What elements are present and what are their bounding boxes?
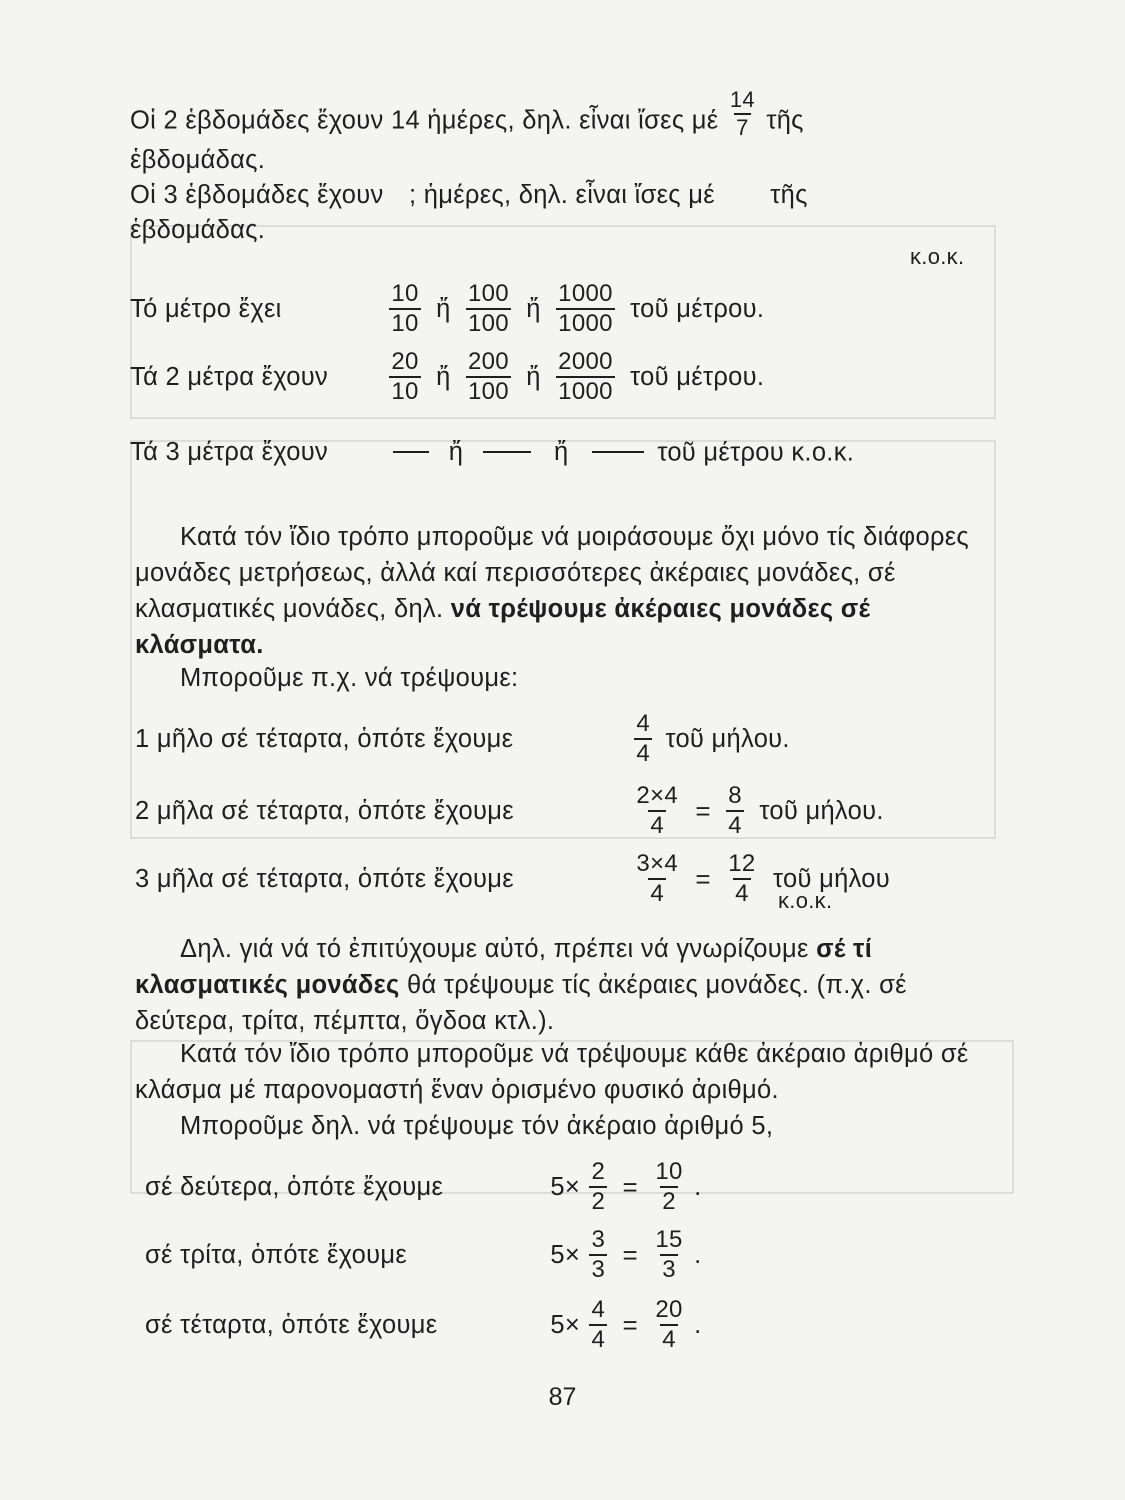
apples-row-3-end: τοῦ μήλου xyxy=(772,865,890,893)
equals-sign: = xyxy=(695,796,711,826)
meters-row-1-label: Τό μέτρο ἔχει xyxy=(130,295,282,323)
fraction-numerator: 14 xyxy=(729,87,755,112)
fraction xyxy=(653,1298,684,1352)
fraction-denominator: 2 xyxy=(662,1188,676,1215)
weeks2-line2: ἑβδομάδας. xyxy=(130,146,266,174)
or-word: ἤ xyxy=(436,295,451,323)
five-row-2-label: σέ τρίτα, ὁπότε ἔχουμε xyxy=(145,1241,408,1269)
paragraph-conversion xyxy=(135,931,995,1039)
or-word: ἤ xyxy=(436,363,451,391)
or-word: ἤ xyxy=(554,438,569,467)
meters-row-1-end: τοῦ μέτρου. xyxy=(630,295,765,323)
fraction xyxy=(389,282,420,336)
weeks3-text: Οἱ 3 ἑβδομάδες ἔχουν xyxy=(130,181,384,209)
fraction xyxy=(389,350,420,404)
weeks3-mid: ; ἡμέρες, δηλ. εἶναι ἴσες μέ xyxy=(408,181,715,209)
fraction xyxy=(653,1160,684,1214)
paragraph-fractions xyxy=(135,519,995,663)
fraction xyxy=(726,852,757,906)
apples-row-2 xyxy=(135,784,884,838)
meters-row-2 xyxy=(130,350,764,404)
fraction-numerator: 4 xyxy=(636,710,651,737)
meters-row-2-label: Τά 2 μέτρα ἔχουν xyxy=(130,363,329,391)
fraction xyxy=(634,712,652,766)
period: . xyxy=(694,1173,702,1201)
weeks3-line xyxy=(130,180,808,210)
paragraph-five-intro: Μποροῦμε δηλ. νά τρέψουμε τόν ἀκέραιο ἀριθμό 5, xyxy=(180,1112,774,1140)
fraction-denominator: 10 xyxy=(391,310,419,337)
meters-row-3 xyxy=(130,436,854,467)
kok-label: κ.ο.κ. xyxy=(910,244,965,269)
fraction-numerator: 20 xyxy=(655,1296,683,1323)
apples-kok: κ.ο.κ. xyxy=(778,888,833,913)
period: . xyxy=(694,1311,702,1339)
weeks3-line2: ἑβδομάδας. xyxy=(130,216,266,244)
or-word: ἤ xyxy=(448,438,464,467)
fraction xyxy=(556,350,615,404)
fraction xyxy=(634,784,680,838)
blank-line xyxy=(483,451,531,453)
equals-sign: = xyxy=(622,1310,638,1340)
five-row-3-label: σέ τέταρτα, ὁπότε ἔχουμε xyxy=(145,1311,438,1339)
fraction-numerator: 20 xyxy=(391,348,419,375)
page-number: 87 xyxy=(548,1383,577,1411)
fraction xyxy=(634,852,680,906)
paragraph-text: Κατά τόν ἴδιο τρόπο μποροῦμε νά μοιράσουμε ὄχι μόνο τίς διάφορες μονάδες μετρήσεως, ἀλλά καί περισσότερες ἀκέραιες μονάδες, σέ κλασματικές μονάδες, δηλ. xyxy=(135,523,970,623)
fraction-denominator: 4 xyxy=(650,880,665,907)
five-prefix: 5× xyxy=(550,1241,581,1269)
equals-sign: = xyxy=(695,864,711,894)
meters-row-3-end: τοῦ μέτρου κ.ο.κ. xyxy=(657,438,855,467)
paragraph-integer-conversion: Κατά τόν ἴδιο τρόπο μποροῦμε νά τρέψουμε κάθε ἀκέραιο ἀριθμό σέ κλάσμα μέ παρονομαστή ἕναν ὁρισμένο φυσικό ἀριθμό. xyxy=(135,1040,969,1104)
equals-sign: = xyxy=(622,1240,638,1270)
fraction-denominator: 7 xyxy=(736,115,749,140)
apples-row-2-end: τοῦ μήλου. xyxy=(759,797,884,825)
fraction-denominator: 1000 xyxy=(558,378,613,405)
five-row-1-label: σέ δεύτερα, ὁπότε ἔχουμε xyxy=(145,1173,444,1201)
blank-line xyxy=(592,451,644,453)
fraction-numerator: 2000 xyxy=(558,348,613,375)
fraction-numerator: 1000 xyxy=(558,280,613,307)
period: . xyxy=(694,1241,702,1269)
meters-row-2-end: τοῦ μέτρου. xyxy=(630,363,765,391)
or-word: ἤ xyxy=(526,363,541,391)
equals-sign: = xyxy=(622,1172,638,1202)
fraction-denominator: 4 xyxy=(728,812,742,839)
fraction-numerator: 2×4 xyxy=(636,782,679,809)
apples-row-2-label: 2 μῆλα σέ τέταρτα, ὁπότε ἔχουμε xyxy=(135,797,514,825)
fraction xyxy=(726,784,744,838)
fraction-denominator: 100 xyxy=(467,378,509,405)
paragraph-text-end: θά τρέψουμε τίς ἀκέραιες μονάδες. (π.χ. σέ δεύτερα, τρίτα, πέμπτα, ὄγδοα κτλ.). xyxy=(135,971,907,1035)
fraction-denominator: 100 xyxy=(467,310,509,337)
fraction-numerator: 3×4 xyxy=(636,850,679,877)
fraction-denominator: 3 xyxy=(662,1256,676,1283)
fraction xyxy=(589,1228,607,1282)
fraction-denominator: 4 xyxy=(650,812,665,839)
fraction-numerator: 10 xyxy=(655,1158,683,1185)
fraction-numerator: 8 xyxy=(728,782,742,809)
paragraph-example-intro: Μποροῦμε π.χ. νά τρέψουμε: xyxy=(180,664,519,692)
apples-row-1 xyxy=(135,712,790,766)
fraction-denominator: 4 xyxy=(735,880,749,907)
or-word: ἤ xyxy=(526,295,541,323)
fraction xyxy=(466,282,511,336)
weeks2-end: τῆς xyxy=(766,106,804,135)
weeks2-text: Οἱ 2 ἑβδομάδες ἔχουν 14 ἡμέρες, δηλ. εἶναι ἴσες μέ xyxy=(130,106,719,135)
five-row-1 xyxy=(145,1160,701,1214)
fraction-denominator: 3 xyxy=(591,1256,606,1283)
apples-row-3-label: 3 μῆλα σέ τέταρτα, ὁπότε ἔχουμε xyxy=(135,865,514,893)
fraction xyxy=(556,282,615,336)
paragraph-bold-text: σέ τί κλασματικές μονάδες xyxy=(135,935,873,999)
fraction-numerator: 4 xyxy=(591,1296,606,1323)
weeks3-end: τῆς xyxy=(770,181,808,209)
fraction-numerator: 3 xyxy=(591,1226,606,1253)
fraction xyxy=(589,1298,607,1352)
fraction xyxy=(466,350,511,404)
five-row-3 xyxy=(145,1298,701,1352)
fraction-denominator: 2 xyxy=(591,1188,606,1215)
apples-row-1-label: 1 μῆλο σέ τέταρτα, ὁπότε ἔχουμε xyxy=(135,725,514,753)
five-prefix: 5× xyxy=(550,1311,581,1339)
fraction-numerator: 100 xyxy=(467,280,509,307)
fraction xyxy=(589,1160,607,1214)
weeks2-line xyxy=(130,87,804,147)
fraction-denominator: 4 xyxy=(591,1326,606,1353)
blank-line xyxy=(393,451,429,453)
fraction-denominator: 4 xyxy=(636,740,651,767)
fraction xyxy=(653,1228,684,1282)
apples-row-1-end: τοῦ μήλου. xyxy=(665,725,790,753)
fraction-numerator: 15 xyxy=(655,1226,683,1253)
five-row-2 xyxy=(145,1228,701,1282)
fraction-denominator: 1000 xyxy=(558,310,613,337)
fraction-denominator: 10 xyxy=(391,378,419,405)
weeks2-fraction xyxy=(728,89,757,139)
meters-row-1 xyxy=(130,282,764,336)
paragraph-text: Δηλ. γιά νά τό ἐπιτύχουμε αὐτό, πρέπει νά γνωρίζουμε xyxy=(180,935,817,963)
apples-row-3 xyxy=(135,852,890,906)
fraction-numerator: 2 xyxy=(591,1158,606,1185)
five-prefix: 5× xyxy=(550,1173,581,1201)
meters-row-3-label: Τά 3 μέτρα ἔχουν xyxy=(130,438,329,467)
paragraph-bold-text: νά τρέψουμε ἀκέραιες μονάδες σέ κλάσματα. xyxy=(135,595,871,659)
fraction-numerator: 10 xyxy=(391,280,419,307)
fraction-numerator: 200 xyxy=(467,348,509,375)
fraction-numerator: 12 xyxy=(728,850,756,877)
fraction-denominator: 4 xyxy=(662,1326,676,1353)
